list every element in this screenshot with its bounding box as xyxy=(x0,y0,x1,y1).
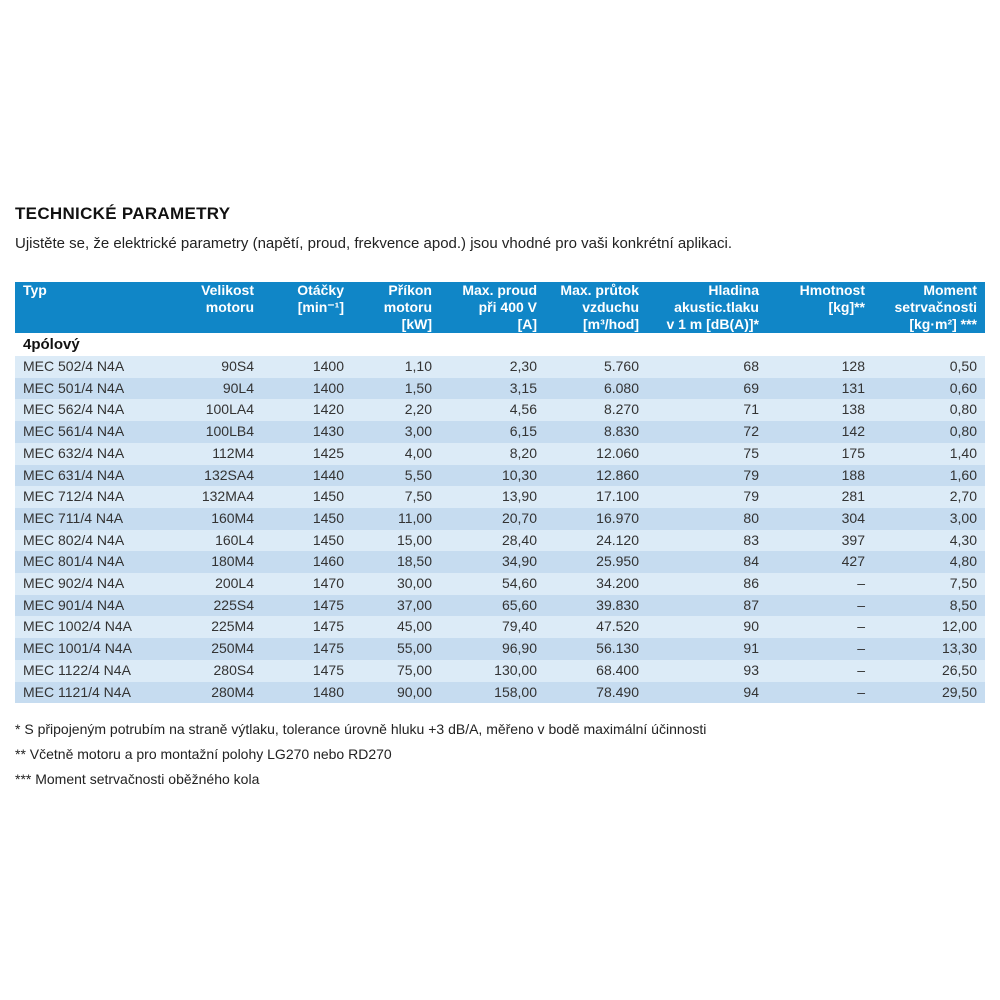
value-cell: 1,40 xyxy=(949,444,977,461)
column-header: Max. průtok vzduchu [m³/hod] xyxy=(560,282,639,332)
value-cell: – xyxy=(857,640,865,657)
value-cell: 0,50 xyxy=(949,358,977,374)
value-cell: 1450 xyxy=(312,531,344,548)
value-cell: 225S4 xyxy=(213,596,254,613)
column-header: Typ xyxy=(23,282,47,298)
value-cell: 90L4 xyxy=(222,379,254,396)
value-cell: 16.970 xyxy=(596,509,639,526)
value-cell: 83 xyxy=(743,531,759,548)
value-cell: 34,90 xyxy=(501,553,537,570)
value-cell: 280S4 xyxy=(213,661,254,678)
value-cell: 4,30 xyxy=(949,531,977,548)
value-cell: 112M4 xyxy=(212,444,254,461)
value-cell: 75 xyxy=(743,444,759,461)
type-cell: MEC 902/4 N4A xyxy=(23,575,125,592)
document-content xyxy=(15,204,985,792)
value-cell: 0,60 xyxy=(949,379,977,396)
value-cell: – xyxy=(857,596,865,613)
column-header: Velikost motoru xyxy=(201,282,254,315)
value-cell: 7,50 xyxy=(949,575,977,592)
table-row xyxy=(15,530,985,552)
technical-parameters-table xyxy=(15,282,985,703)
value-cell: 90S4 xyxy=(221,358,254,374)
value-cell: 1400 xyxy=(312,358,344,374)
value-cell: 17.100 xyxy=(596,488,639,505)
value-cell: 79,40 xyxy=(501,618,537,635)
value-cell: 47.520 xyxy=(596,618,639,635)
type-cell: MEC 561/4 N4A xyxy=(23,423,125,440)
type-cell: MEC 901/4 N4A xyxy=(23,596,125,613)
value-cell: 1,50 xyxy=(404,379,432,396)
value-cell: 4,00 xyxy=(404,444,432,461)
type-cell: MEC 711/4 N4A xyxy=(23,509,124,526)
value-cell: 7,50 xyxy=(404,488,432,505)
value-cell: 45,00 xyxy=(396,618,432,635)
value-cell: 1430 xyxy=(312,423,344,440)
value-cell: 34.200 xyxy=(596,575,639,592)
value-cell: 188 xyxy=(841,466,865,483)
value-cell: 54,60 xyxy=(501,575,537,592)
footnote: * S připojeným potrubím na straně výtlaku, tolerance úrovně hluku +3 dB/A, měřeno v bodě maximální účinnosti xyxy=(15,721,707,738)
footnotes xyxy=(15,717,985,792)
value-cell: 397 xyxy=(841,531,865,548)
value-cell: 90 xyxy=(743,618,759,635)
table-header xyxy=(15,282,985,333)
value-cell: 200L4 xyxy=(215,575,254,592)
value-cell: 1425 xyxy=(312,444,344,461)
value-cell: 1460 xyxy=(312,553,344,570)
page-title: TECHNICKÉ PARAMETRY xyxy=(15,204,231,223)
footnote: ** Včetně motoru a pro montažní polohy LG270 nebo RD270 xyxy=(15,746,392,763)
table-row xyxy=(15,378,985,400)
value-cell: 68.400 xyxy=(596,661,639,678)
value-cell: 8.830 xyxy=(603,423,639,440)
value-cell: 1400 xyxy=(312,379,344,396)
value-cell: 28,40 xyxy=(501,531,537,548)
type-cell: MEC 502/4 N4A xyxy=(23,358,125,374)
table-row xyxy=(15,660,985,682)
value-cell: 1,10 xyxy=(404,358,432,374)
value-cell: – xyxy=(857,575,865,592)
table-row xyxy=(15,682,985,704)
value-cell: 79 xyxy=(743,466,759,483)
type-cell: MEC 802/4 N4A xyxy=(23,531,125,548)
value-cell: 8,50 xyxy=(949,596,977,613)
value-cell: 280M4 xyxy=(211,683,254,700)
value-cell: 96,90 xyxy=(501,640,537,657)
value-cell: 71 xyxy=(743,401,759,418)
value-cell: 250M4 xyxy=(211,640,254,657)
value-cell: 130,00 xyxy=(494,661,537,678)
value-cell: 20,70 xyxy=(501,509,537,526)
value-cell: 132SA4 xyxy=(204,466,254,483)
value-cell: 180M4 xyxy=(211,553,254,570)
table-row xyxy=(15,595,985,617)
table-row xyxy=(15,616,985,638)
value-cell: 56.130 xyxy=(596,640,639,657)
value-cell: 6,15 xyxy=(509,423,537,440)
value-cell: 160L4 xyxy=(215,531,254,548)
type-cell: MEC 562/4 N4A xyxy=(23,401,125,418)
value-cell: 13,90 xyxy=(501,488,537,505)
column-header: Hmotnost [kg]** xyxy=(799,282,865,315)
value-cell: 84 xyxy=(743,553,759,570)
value-cell: 1475 xyxy=(312,661,344,678)
value-cell: 100LB4 xyxy=(205,423,254,440)
value-cell: 15,00 xyxy=(396,531,432,548)
type-cell: MEC 631/4 N4A xyxy=(23,466,125,483)
value-cell: 79 xyxy=(743,488,759,505)
table-row xyxy=(15,508,985,530)
value-cell: 72 xyxy=(743,423,759,440)
column-header: Max. proud při 400 V [A] xyxy=(462,282,537,332)
column-header: Příkon motoru [kW] xyxy=(383,282,432,332)
table-row xyxy=(15,573,985,595)
value-cell: 304 xyxy=(841,509,865,526)
column-header: Moment setrvačnosti [kg·m²] *** xyxy=(894,282,977,332)
value-cell: 12,00 xyxy=(941,618,977,635)
value-cell: 6.080 xyxy=(603,379,639,396)
value-cell: 1475 xyxy=(312,618,344,635)
section-row xyxy=(15,333,985,356)
table-row xyxy=(15,399,985,421)
value-cell: 86 xyxy=(743,575,759,592)
value-cell: 94 xyxy=(743,683,759,700)
value-cell: 11,00 xyxy=(398,509,432,526)
value-cell: 68 xyxy=(743,358,759,374)
type-cell: MEC 1002/4 N4A xyxy=(23,618,132,635)
value-cell: 37,00 xyxy=(396,596,432,613)
table-body xyxy=(15,333,985,703)
table-row xyxy=(15,356,985,378)
value-cell: 427 xyxy=(841,553,865,570)
type-cell: MEC 712/4 N4A xyxy=(23,488,125,505)
value-cell: 131 xyxy=(841,379,865,396)
value-cell: 55,00 xyxy=(396,640,432,657)
value-cell: – xyxy=(857,661,865,678)
table-row xyxy=(15,551,985,573)
value-cell: 158,00 xyxy=(494,683,537,700)
value-cell: 10,30 xyxy=(501,466,537,483)
table-row xyxy=(15,443,985,465)
section-label: 4pólový xyxy=(15,333,985,356)
value-cell: 1480 xyxy=(312,683,344,700)
value-cell: 12.060 xyxy=(596,444,639,461)
value-cell: 2,70 xyxy=(949,488,977,505)
value-cell: – xyxy=(857,683,865,700)
value-cell: 175 xyxy=(841,444,865,461)
value-cell: 18,50 xyxy=(396,553,432,570)
value-cell: 4,80 xyxy=(949,553,977,570)
type-cell: MEC 632/4 N4A xyxy=(23,444,125,461)
value-cell: 1440 xyxy=(312,466,344,483)
value-cell: 8,20 xyxy=(509,444,537,461)
value-cell: 87 xyxy=(743,596,759,613)
value-cell: 65,60 xyxy=(501,596,537,613)
value-cell: 78.490 xyxy=(596,683,639,700)
type-cell: MEC 1122/4 N4A xyxy=(23,661,131,678)
value-cell: 25.950 xyxy=(596,553,639,570)
page-subtitle: Ujistěte se, že elektrické parametry (napětí, proud, frekvence apod.) jsou vhodné pro vaši konkrétní aplikaci. xyxy=(15,235,733,252)
type-cell: MEC 801/4 N4A xyxy=(23,553,125,570)
value-cell: 39.830 xyxy=(596,596,639,613)
value-cell: 5.760 xyxy=(603,358,639,374)
value-cell: 281 xyxy=(841,488,865,505)
value-cell: 1420 xyxy=(312,401,344,418)
value-cell: 24.120 xyxy=(596,531,639,548)
value-cell: 12.860 xyxy=(596,466,639,483)
value-cell: 3,15 xyxy=(509,379,537,396)
type-cell: MEC 1121/4 N4A xyxy=(23,683,131,700)
value-cell: 160M4 xyxy=(211,509,254,526)
value-cell: 0,80 xyxy=(949,423,977,440)
value-cell: 142 xyxy=(841,423,865,440)
table-row xyxy=(15,421,985,443)
value-cell: 1450 xyxy=(312,509,344,526)
value-cell: 225M4 xyxy=(211,618,254,635)
column-header: Otáčky [min⁻¹] xyxy=(297,282,344,315)
value-cell: 26,50 xyxy=(941,661,977,678)
value-cell: 3,00 xyxy=(404,423,432,440)
value-cell: 1450 xyxy=(312,488,344,505)
value-cell: 128 xyxy=(841,358,865,374)
value-cell: 1470 xyxy=(312,575,344,592)
value-cell: 93 xyxy=(743,661,759,678)
table-row xyxy=(15,486,985,508)
type-cell: MEC 1001/4 N4A xyxy=(23,640,132,657)
type-cell: MEC 501/4 N4A xyxy=(23,379,125,396)
value-cell: – xyxy=(857,618,865,635)
value-cell: 30,00 xyxy=(396,575,432,592)
table-row xyxy=(15,638,985,660)
value-cell: 0,80 xyxy=(949,401,977,418)
value-cell: 2,20 xyxy=(404,401,432,418)
table-row xyxy=(15,465,985,487)
value-cell: 91 xyxy=(743,640,759,657)
value-cell: 1475 xyxy=(312,596,344,613)
value-cell: 132MA4 xyxy=(201,488,254,505)
value-cell: 8.270 xyxy=(603,401,639,418)
footnote: *** Moment setrvačnosti oběžného kola xyxy=(15,771,260,788)
value-cell: 5,50 xyxy=(404,466,432,483)
value-cell: 69 xyxy=(743,379,759,396)
value-cell: 1475 xyxy=(312,640,344,657)
value-cell: 2,30 xyxy=(509,358,537,374)
value-cell: 13,30 xyxy=(941,640,977,657)
column-header: Hladina akustic.tlaku v 1 m [dB(A)]* xyxy=(666,282,759,332)
value-cell: 29,50 xyxy=(941,683,977,700)
value-cell: 4,56 xyxy=(509,401,537,418)
value-cell: 100LA4 xyxy=(205,401,254,418)
value-cell: 3,00 xyxy=(949,509,977,526)
value-cell: 138 xyxy=(841,401,865,418)
value-cell: 90,00 xyxy=(396,683,432,700)
value-cell: 75,00 xyxy=(396,661,432,678)
table-header-row xyxy=(15,282,985,333)
value-cell: 1,60 xyxy=(949,466,977,483)
value-cell: 80 xyxy=(743,509,759,526)
